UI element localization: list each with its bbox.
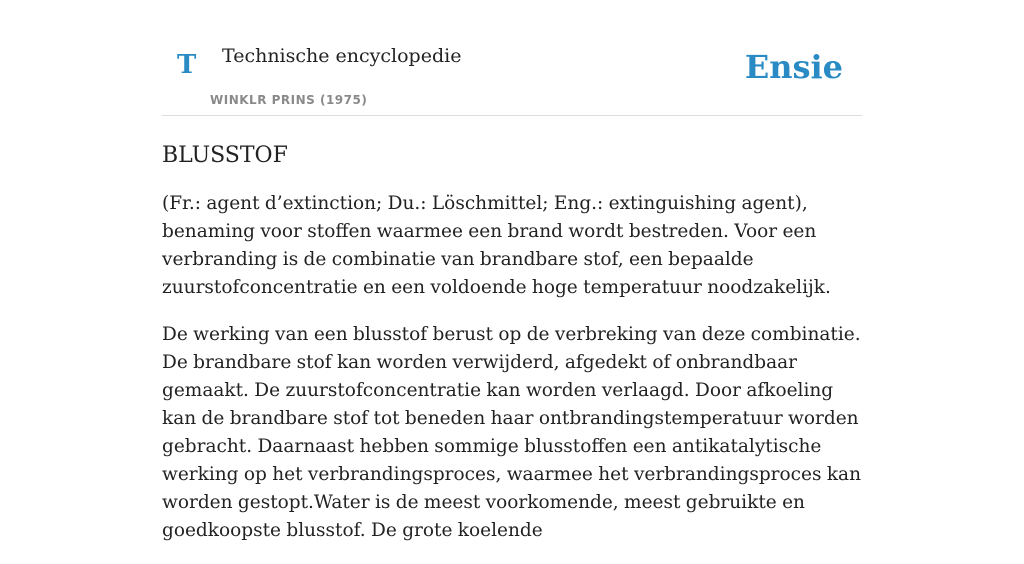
source-work-title[interactable]: Technische encyclopedie — [222, 45, 462, 67]
entry-title: BLUSSTOF — [162, 143, 288, 168]
source-header — [162, 0, 862, 116]
entry-body — [162, 190, 862, 545]
entry-paragraph: (Fr.: agent d’extinction; Du.: Löschmittel; Eng.: extinguishing agent), benaming voor stoffen waarmee een brand wordt bestreden. Voor een verbranding is de combinatie van brandbare stof, een bepaalde zuurstofconcentratie en een voldoende hoge temperatuur noodzakelijk. — [162, 193, 831, 299]
source-logo-letter[interactable]: T — [177, 50, 197, 80]
article-container — [162, 0, 862, 564]
source-work-subtitle: WINKLR PRINS (1975) — [210, 93, 368, 107]
entry-paragraph: De werking van een blusstof berust op de verbreking van deze combinatie. De brandbare stof kan worden verwijderd, afgedekt of onbrandbaar gemaakt. De zuurstofconcentratie kan worden verlaagd. Door afkoeling kan de brandbare stof tot beneden haar ontbrandingstemperatuur worden gebracht. Daarnaast hebben sommige blusstoffen een antikatalytische werking op het verbrandingsproces, waarmee het verbrandingsproces kan worden gestopt.Water is de meest voorkomende, meest gebruikte en goedkoopste blusstof. De grote koelende — [162, 324, 861, 542]
brand-logo-link[interactable]: Ensie — [744, 48, 843, 86]
